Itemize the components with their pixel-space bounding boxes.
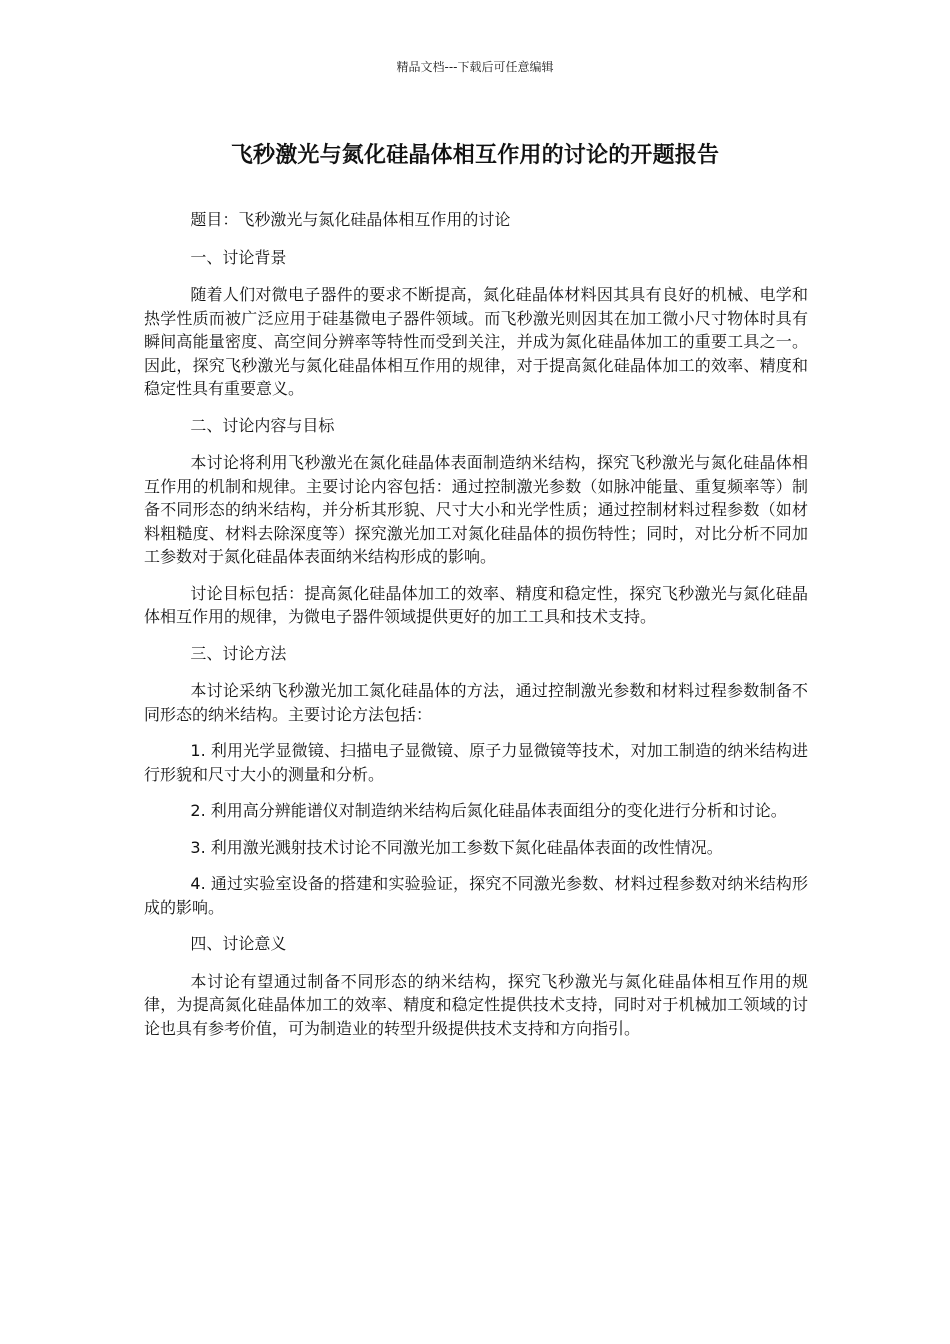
method-item-1: 1. 利用光学显微镜、扫描电子显微镜、原子力显微镜等技术，对加工制造的纳米结构进行形貌和尺寸大小的测量和分析。 [144,741,808,784]
paragraph-methods-intro: 本讨论采纳飞秒激光加工氮化硅晶体的方法，通过控制激光参数和材料过程参数制备不同形态的纳米结构。主要讨论方法包括： [144,681,808,724]
method-item-3: 3. 利用激光溅射技术讨论不同激光加工参数下氮化硅晶体表面的改性情况。 [190,837,723,857]
section-heading-significance: 四、讨论意义 [190,934,287,953]
section-heading-background: 一、讨论背景 [190,247,287,267]
section-heading-methods: 三、讨论方法 [190,643,287,663]
paragraph-background: 随着人们对微电子器件的要求不断提高，氮化硅晶体材料因其具有良好的机械、电学和热学性质而被广泛应用于硅基微电子器件领域。而飞秒激光则因其在加工微小尺寸物体时具有瞬间高能量密度、高空间分辨率等特性而受到关注，并成为氮化硅晶体加工的重要工具之一。因此，探究飞秒激光与氮化硅晶体相互作用的规律，对于提高氮化硅晶体加工的效率、精度和稳定性具有重要意义。 [144,285,808,398]
method-item-2: 2. 利用高分辨能谱仪对制造纳米结构后氮化硅晶体表面组分的变化进行分析和讨论。 [190,801,787,820]
paragraph-content: 本讨论将利用飞秒激光在氮化硅晶体表面制造纳米结构，探究飞秒激光与氮化硅晶体相互作用的机制和规律。主要讨论内容包括：通过控制激光参数（如脉冲能量、重复频率等）制备不同形态的纳米结构，并分析其形貌、尺寸大小和光学性质；通过控制材料过程参数（如材料粗糙度、材料去除深度等）探究激光加工对氮化硅晶体的损伤特性；同时，对比分析不同加工参数对于氮化硅晶体表面纳米结构形成的影响。 [144,453,808,566]
method-item-4: 4. 通过实验室设备的搭建和实验验证，探究不同激光参数、材料过程参数对纳米结构形成的影响。 [144,874,808,917]
document-title: 飞秒激光与氮化硅晶体相互作用的讨论的开题报告 [230,143,720,168]
document-body [144,208,808,1053]
topic-line: 题目：飞秒激光与氮化硅晶体相互作用的讨论 [190,210,511,229]
header-note: 精品文档---下载后可任意编辑 [396,60,554,74]
paragraph-significance: 本讨论有望通过制备不同形态的纳米结构，探究飞秒激光与氮化硅晶体相互作用的规律，为提高氮化硅晶体加工的效率、精度和稳定性提供技术支持，同时对于机械加工领域的讨论也具有参考价值，可为制造业的转型升级提供技术支持和方向指引。 [144,971,808,1038]
section-heading-content-goals: 二、讨论内容与目标 [190,415,335,435]
paragraph-goals: 讨论目标包括：提高氮化硅晶体加工的效率、精度和稳定性，探究飞秒激光与氮化硅晶体相互作用的规律，为微电子器件领域提供更好的加工工具和技术支持。 [144,583,808,626]
